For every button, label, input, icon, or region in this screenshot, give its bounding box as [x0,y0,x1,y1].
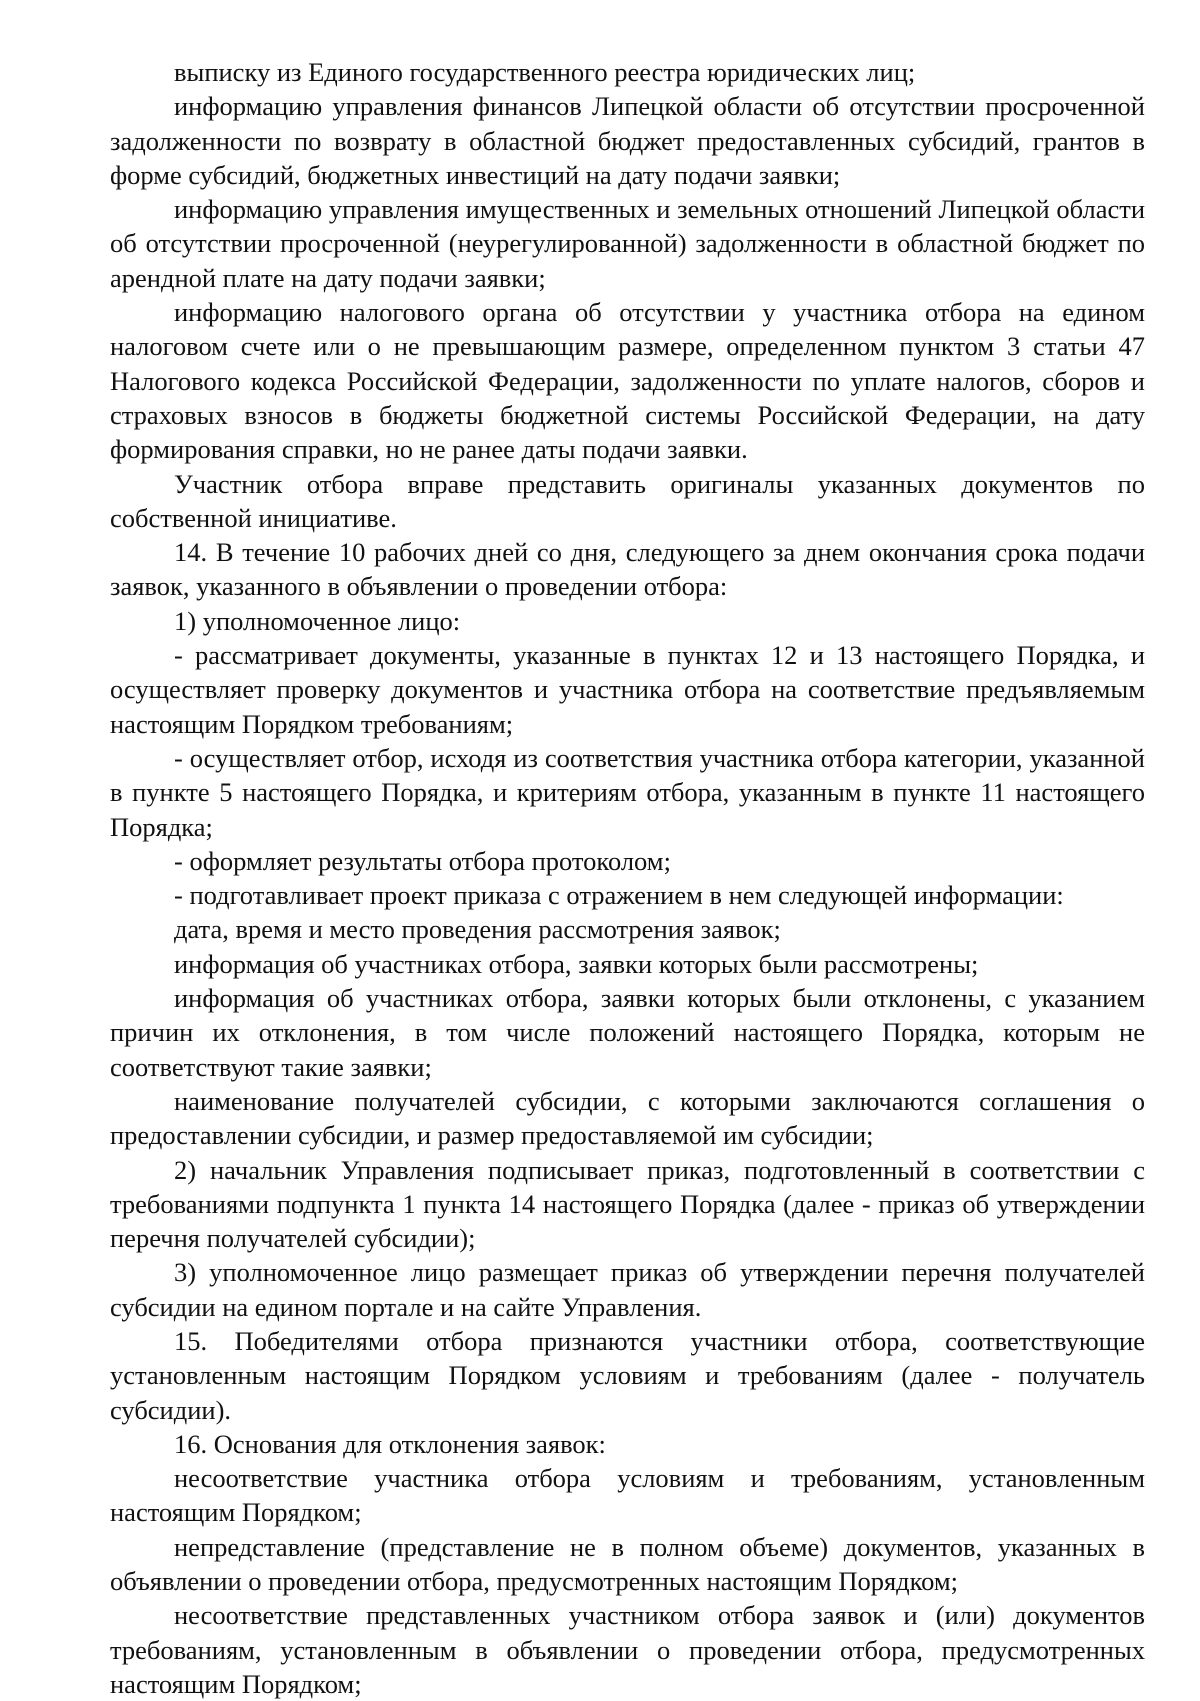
paragraph-14-3: 3) уполномоченное лицо размещает приказ об утверждении перечня получателей субсидии на едином портале и на сайте Управления. [110,1257,1145,1322]
paragraph-14-1-draft-order: - подготавливает проект приказа с отражением в нем следующей информации: [174,880,1064,911]
paragraph-14-1-selection: - осуществляет отбор, исходя из соответствия участника отбора категории, указанной в пункте 5 настоящего Порядка, и критериям отбора, указанным в пункте 11 настоящего Порядка; [110,742,1145,842]
paragraph-order-recipients: наименование получателей субсидии, с которыми заключаются соглашения о предоставлении субсидии, и размер предоставляемой им субсидии; [110,1085,1145,1151]
paragraph-14-1: 1) уполномоченное лицо: [174,605,461,636]
paragraph-tax-info: информацию налогового органа об отсутствии у участника отбора на едином налоговом счете или о не превышающим размере, определенном пунктом 3 статьи 47 Налогового кодекса Российской Федерации, задолженности по уплате налогов, сборов и страховых взносов в бюджеты бюджетной системы Российской Федерации, на дату формирования справки, но не ранее даты подачи заявки. [110,297,1145,465]
paragraph-16-heading: 16. Основания для отклонения заявок: [174,1428,606,1459]
paragraph-16-reason-2: непредставление (представление не в полном объеме) документов, указанных в объявлении о проведении отбора, предусмотренных настоящим Порядком; [110,1531,1145,1597]
paragraph-14-2: 2) начальник Управления подписывает приказ, подготовленный в соответствии с требованиями подпункта 1 пункта 14 настоящего Порядка (далее - приказ об утверждении перечня получателей субсидии); [110,1154,1145,1254]
paragraph-14-1-review: - рассматривает документы, указанные в пунктах 12 и 13 настоящего Порядка, и осуществляет проверку документов и участника отбора на соответствие предъявляемым настоящим Порядком требованиям; [110,640,1145,739]
paragraph-14-heading: 14. В течение 10 рабочих дней со дня, следующего за днем окончания срока подачи заявок, указанного в объявлении о проведении отбора: [110,537,1145,602]
paragraph-16-reason-1: несоответствие участника отбора условиям и требованиям, установленным настоящим Порядком; [110,1463,1145,1528]
paragraph-order-reviewed: информация об участниках отбора, заявки которых были рассмотрены; [174,948,979,979]
paragraph-16-reason-3: несоответствие представленных участником отбора заявок и (или) документов требованиям, установленным в объявлении о проведении отбора, предусмотренных настоящим Порядком; [110,1600,1145,1699]
paragraph-egrul-extract: выписку из Единого государственного реестра юридических лиц; [174,57,916,87]
paragraph-order-rejected: информация об участниках отбора, заявки которых были отклонены, с указанием причин их отклонения, в том числе положений настоящего Порядка, которым не соответствуют такие заявки; [110,983,1145,1082]
paragraph-order-date: дата, время и место проведения рассмотрения заявок; [174,914,781,945]
paragraph-originals: Участник отбора вправе представить оригиналы указанных документов по собственной инициативе. [110,468,1145,533]
paragraph-15: 15. Победителями отбора признаются участники отбора, соответствующие установленным настоящим Порядком условиям и требованиям (далее - получатель субсидии). [110,1325,1145,1425]
paragraph-14-1-protocol: - оформляет результаты отбора протоколом; [174,845,671,876]
paragraph-finance-info: информацию управления финансов Липецкой области об отсутствии просроченной задолженности по возврату в областной бюджет предоставленных субсидий, грантов в форме субсидий, бюджетных инвестиций на дату подачи заявки; [110,91,1145,190]
paragraph-property-info: информацию управления имущественных и земельных отношений Липецкой области об отсутствии просроченной (неурегулированной) задолженности в областной бюджет по арендной плате на дату подачи заявки; [110,194,1145,293]
document-body [110,55,1145,1701]
